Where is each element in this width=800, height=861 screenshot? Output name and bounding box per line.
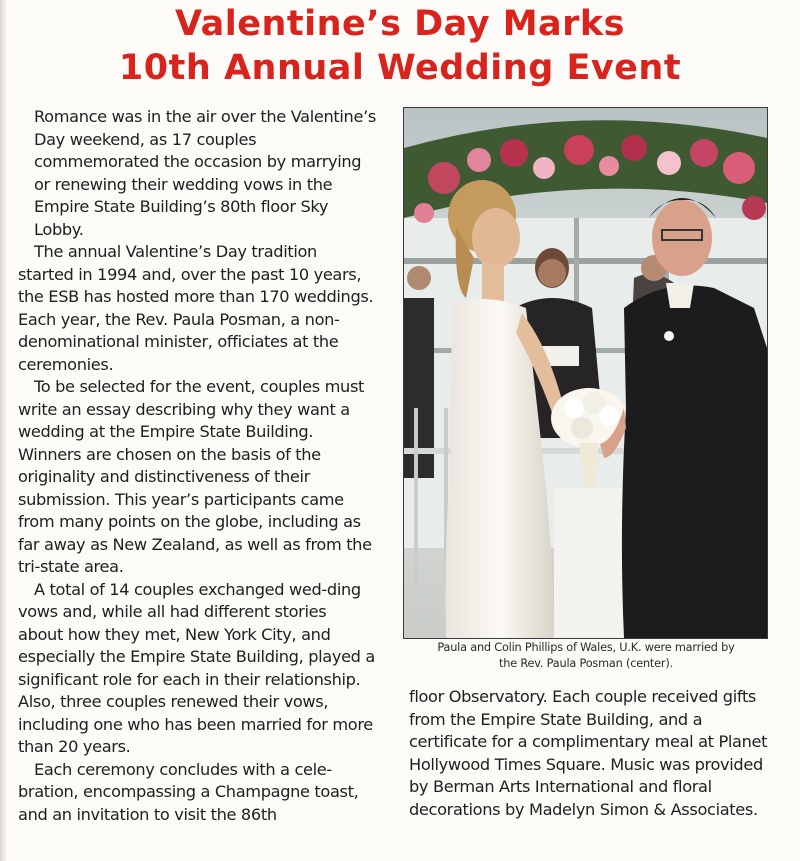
article-left-column xyxy=(18,106,376,826)
wedding-photo xyxy=(403,107,768,639)
article-paragraph-3: To be selected for the event, couples must write an essay describing why they want a wedding at the Empire State Building. Winners are chosen on the basis of the originality and distinctiveness of their submission. This year’s participants came from many points on the globe, including as far away as New Zealand, as well as from the tri-state area. xyxy=(18,377,372,576)
article-paragraph-5: Each ceremony concludes with a cele-bration, encompassing a Champagne toast, and an invitation to visit the 86th xyxy=(18,759,359,824)
article-right-column xyxy=(409,686,769,821)
photo-caption xyxy=(403,640,769,672)
article-paragraph-2: The annual Valentine’s Day tradition started in 1994 and, over the past 10 years, the ESB has hosted more than 170 weddings. Each year, the Rev. Paula Posman, a non-denominational minister, officiates at the ceremonies. xyxy=(18,242,374,374)
article-paragraph-6: floor Observatory. Each couple received gifts from the Empire State Building, and a certificate for a complimentary meal at Planet Hollywood Times Square. Music was provided by Berman Arts International and floral decorations by Madelyn Simon & Associates. xyxy=(409,687,768,819)
photo-caption-line-1: Paula and Colin Phillips of Wales, U.K. were married by xyxy=(437,641,735,654)
headline-line-2: 10th Annual Wedding Event xyxy=(118,48,682,88)
wedding-photo-illustration xyxy=(404,108,767,638)
photo-caption-line-2: the Rev. Paula Posman (center). xyxy=(499,657,673,670)
article-paragraph-4: A total of 14 couples exchanged wed-ding vows and, while all had different stories about how they met, New York City, and especially the Empire State Building, played a significant role for each in their relationship. Also, three couples renewed their vows, including one who has been married for more than 20 years. xyxy=(18,579,375,756)
headline-line-1: Valentine’s Day Marks xyxy=(174,4,626,44)
article-paragraph-1: Romance was in the air over the Valentine’s Day weekend, as 17 couples commemorated the occasion by marrying or renewing their wedding vows in the Empire State Building’s 80th floor Sky Lobby. xyxy=(34,107,376,239)
scan-edge-shadow xyxy=(0,0,6,861)
